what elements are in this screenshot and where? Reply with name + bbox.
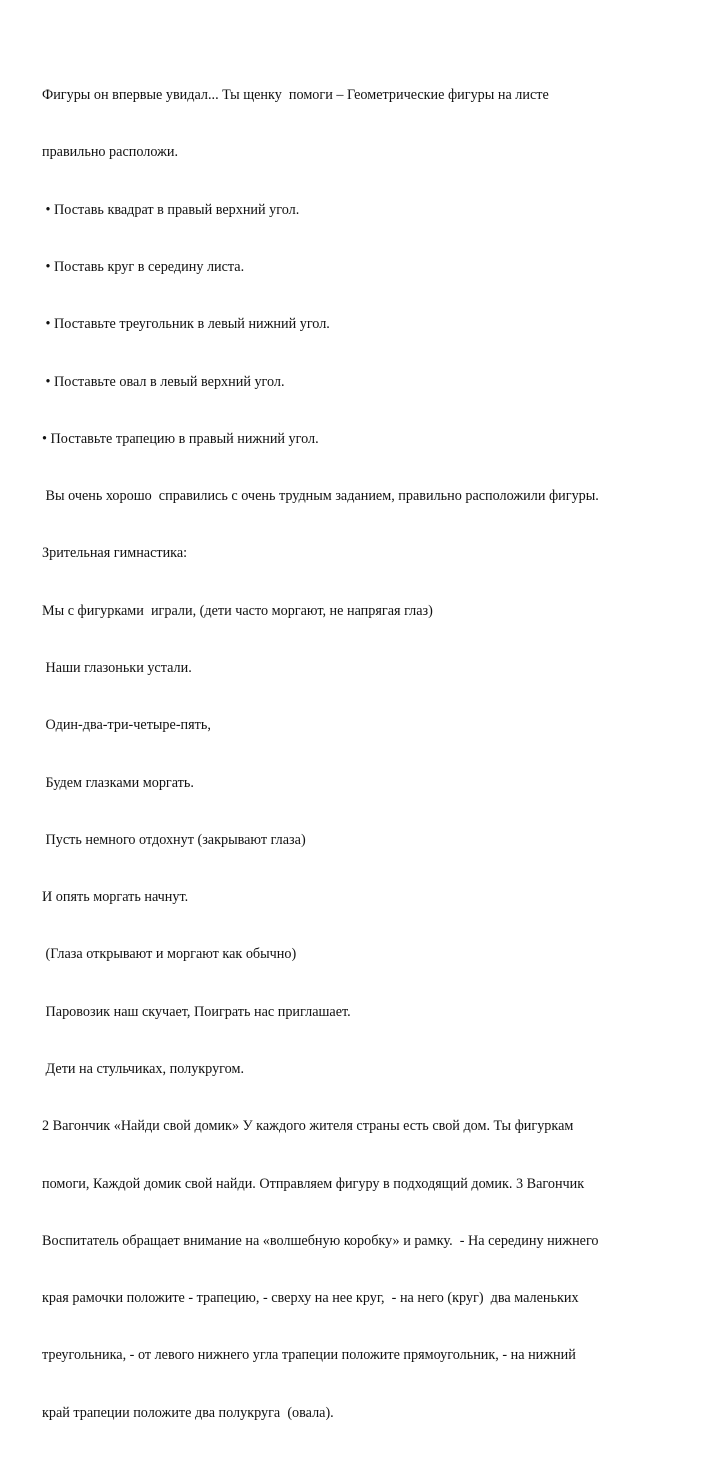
text-line: Пусть немного отдохнут (закрывают глаза): [42, 831, 306, 848]
text-line: И опять моргать начнут.: [42, 889, 189, 906]
text-line: Зрительная гимнастика:: [42, 545, 188, 562]
text-line: Фигуры он впервые увидал... Ты щенку помоги – Геометрические фигуры на листе: [42, 87, 549, 104]
text-line: Вы очень хорошо справились с очень трудным заданием, правильно расположили фигуры.: [42, 488, 599, 505]
text-line: Один-два-три-четыре-пять,: [42, 717, 211, 734]
text-line: Дети на стульчиках, полукругом.: [42, 1060, 244, 1077]
text-line: Мы с фигурками играли, (дети часто моргают, не напрягая глаз): [42, 602, 433, 619]
text-line: • Поставь круг в середину листа.: [42, 259, 245, 276]
text-line: • Поставьте трапецию в правый нижний угол.: [42, 430, 319, 447]
text-line: помоги, Каждой домик свой найди. Отправляем фигуру в подходящий домик. 3 Вагончик: [42, 1175, 585, 1192]
text-line: 2 Вагончик «Найди свой домик» У каждого жителя страны есть свой дом. Ты фигуркам: [42, 1118, 574, 1135]
text-line: треугольника, - от левого нижнего угла трапеции положите прямоугольник, - на нижний: [42, 1347, 576, 1364]
text-line: край трапеции положите два полукруга (овала).: [42, 1404, 334, 1421]
text-line: Воспитатель обращает внимание на «волшебную коробку» и рамку. - На середину нижнего: [42, 1232, 599, 1249]
text-line: • Поставьте треугольник в левый нижний угол.: [42, 316, 330, 333]
lesson-text: [42, 48, 702, 1461]
text-line: • Поставь квадрат в правый верхний угол.: [42, 201, 300, 218]
text-line: (Глаза открывают и моргают как обычно): [42, 946, 297, 963]
text-line: края рамочки положите - трапецию, - сверху на нее круг, - на него (круг) два маленьких: [42, 1290, 579, 1307]
text-line: • Поставьте овал в левый верхний угол.: [42, 373, 285, 390]
text-line: Паровозик наш скучает, Поиграть нас приглашает.: [42, 1003, 351, 1020]
text-line: Будем глазками моргать.: [42, 774, 194, 791]
text-line: правильно расположи.: [42, 144, 179, 161]
text-line: Наши глазоньки устали.: [42, 660, 192, 676]
